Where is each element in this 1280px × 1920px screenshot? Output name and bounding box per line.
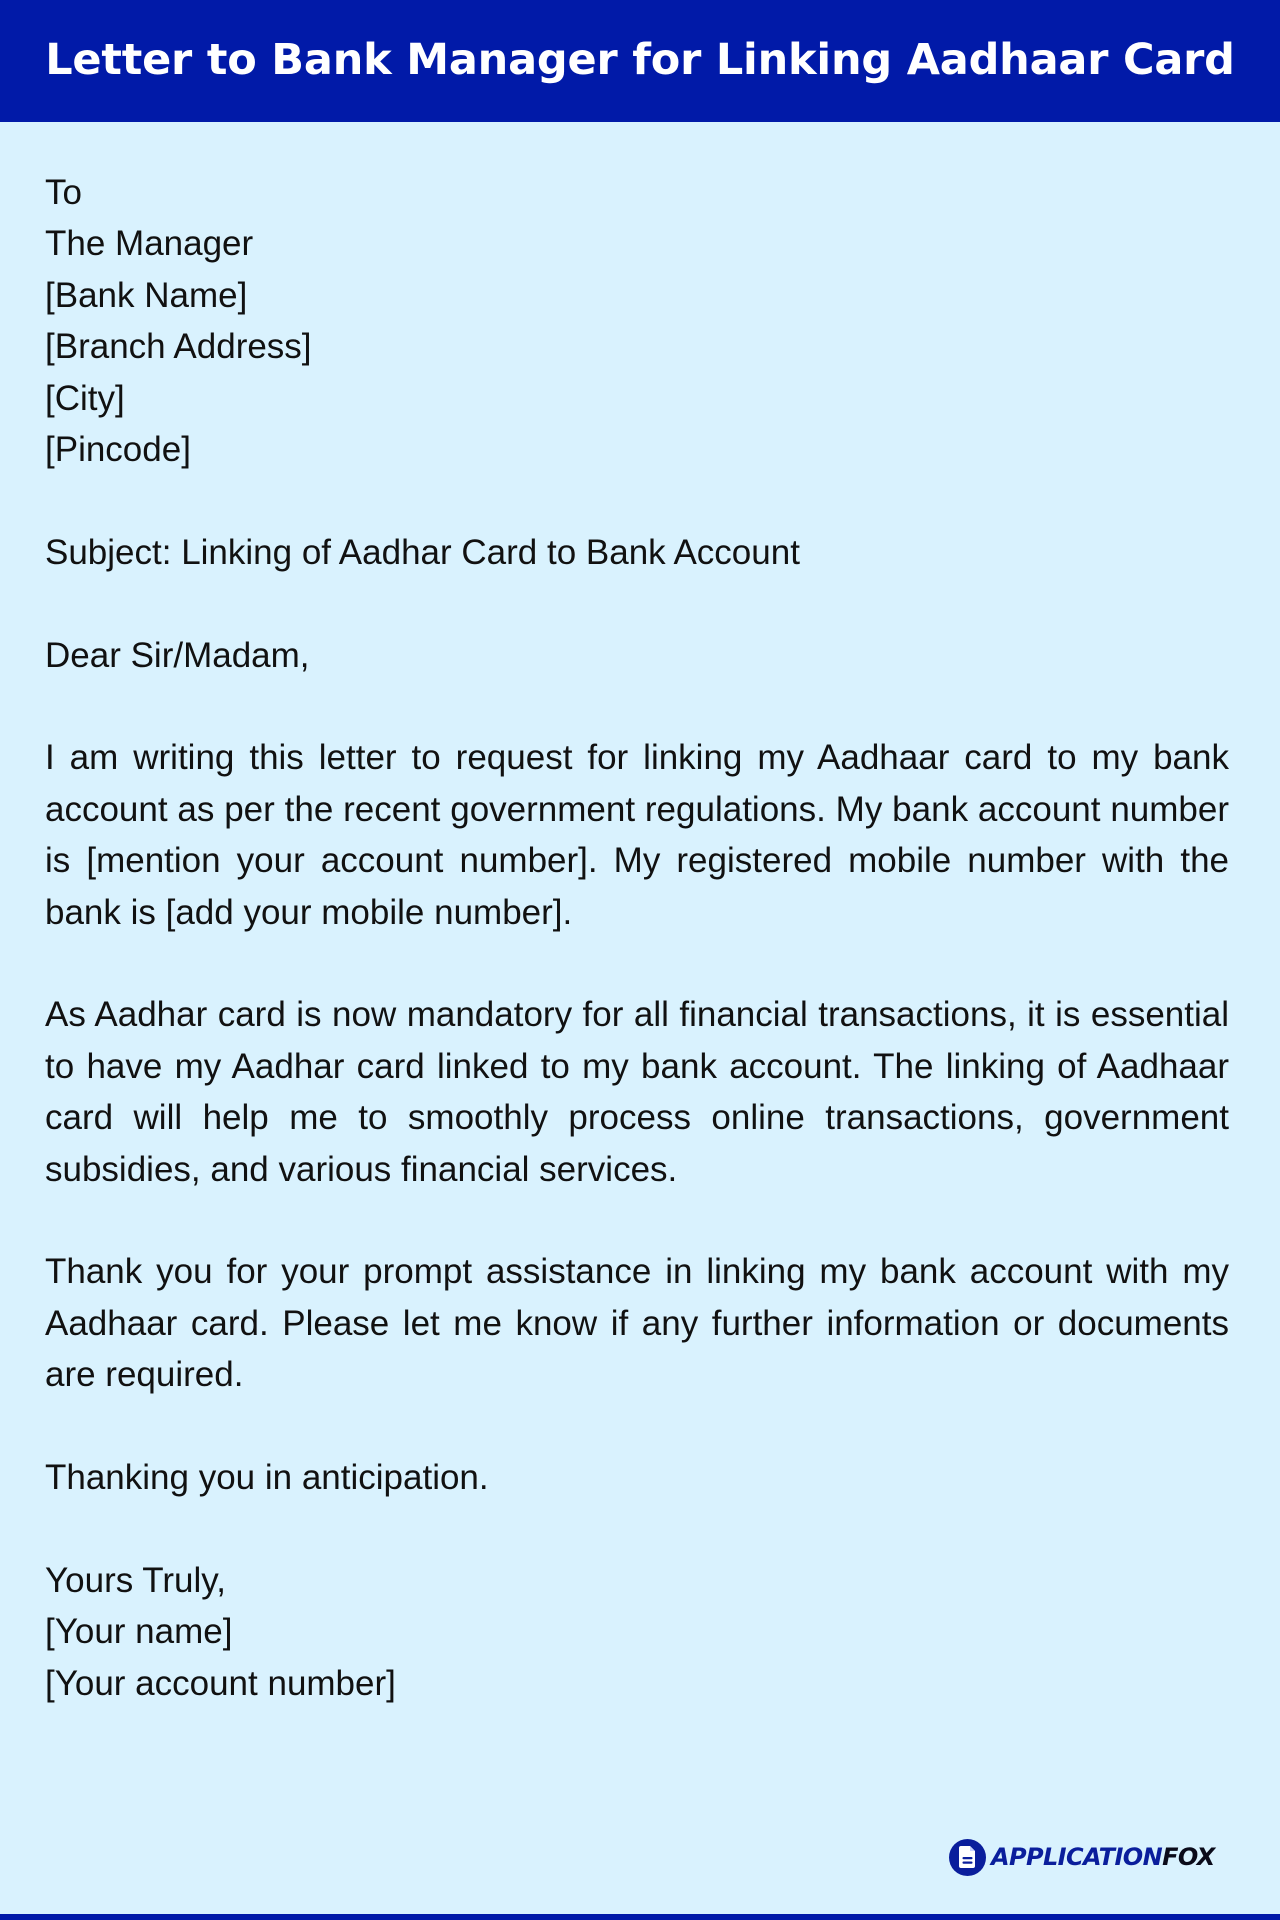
logo-text-fox: FOX — [1162, 1843, 1215, 1871]
salutation: Dear Sir/Madam, — [45, 635, 310, 675]
spacer — [45, 681, 1229, 732]
signoff-block — [45, 1555, 1229, 1709]
spacer — [45, 938, 1229, 989]
spacer — [45, 1503, 1229, 1554]
document-icon — [949, 1839, 986, 1876]
recipient-line: [Pincode] — [45, 429, 191, 469]
recipient-block — [45, 167, 1229, 475]
closing-line: Thanking you in anticipation. — [45, 1457, 489, 1497]
letter-body — [45, 167, 1229, 1709]
applicationfox-logo — [949, 1838, 1215, 1876]
body-paragraph: I am writing this letter to request for linking my Aadhaar card to my bank account as per the recent government regulations. My bank account number is [mention your account number]. My registered mobile number with the bank is [add your mobile number]. — [45, 738, 1229, 932]
spacer — [45, 1401, 1229, 1452]
bottom-border — [0, 1914, 1280, 1920]
title-banner — [0, 0, 1280, 122]
spacer — [45, 475, 1229, 526]
spacer — [45, 1195, 1229, 1246]
recipient-line: [City] — [45, 378, 125, 418]
logo-wordmark — [991, 1843, 1215, 1871]
body-paragraph: As Aadhar card is now mandatory for all financial transactions, it is essential to have my Aadhar card linked to my bank account. The linking of Aadhaar card will help me to smoothly process online transactions, government subsidies, and various financial services. — [45, 995, 1229, 1189]
logo-text-application: APPLICATION — [991, 1843, 1163, 1871]
signoff-line: Yours Truly, — [45, 1560, 226, 1600]
signoff-line: [Your account number] — [45, 1663, 396, 1703]
body-paragraph: Thank you for your prompt assistance in linking my bank account with my Aadhaar card. Please let me know if any further information or documents are required. — [45, 1252, 1229, 1395]
signoff-line: [Your name] — [45, 1612, 233, 1652]
page-title: Letter to Bank Manager for Linking Aadhaar Card — [45, 35, 1235, 85]
recipient-line: [Bank Name] — [45, 275, 248, 315]
spacer — [45, 578, 1229, 629]
recipient-line: [Branch Address] — [45, 327, 312, 367]
recipient-line: The Manager — [45, 224, 254, 264]
subject-line: Subject: Linking of Aadhar Card to Bank Account — [45, 532, 800, 572]
recipient-line: To — [45, 173, 82, 212]
